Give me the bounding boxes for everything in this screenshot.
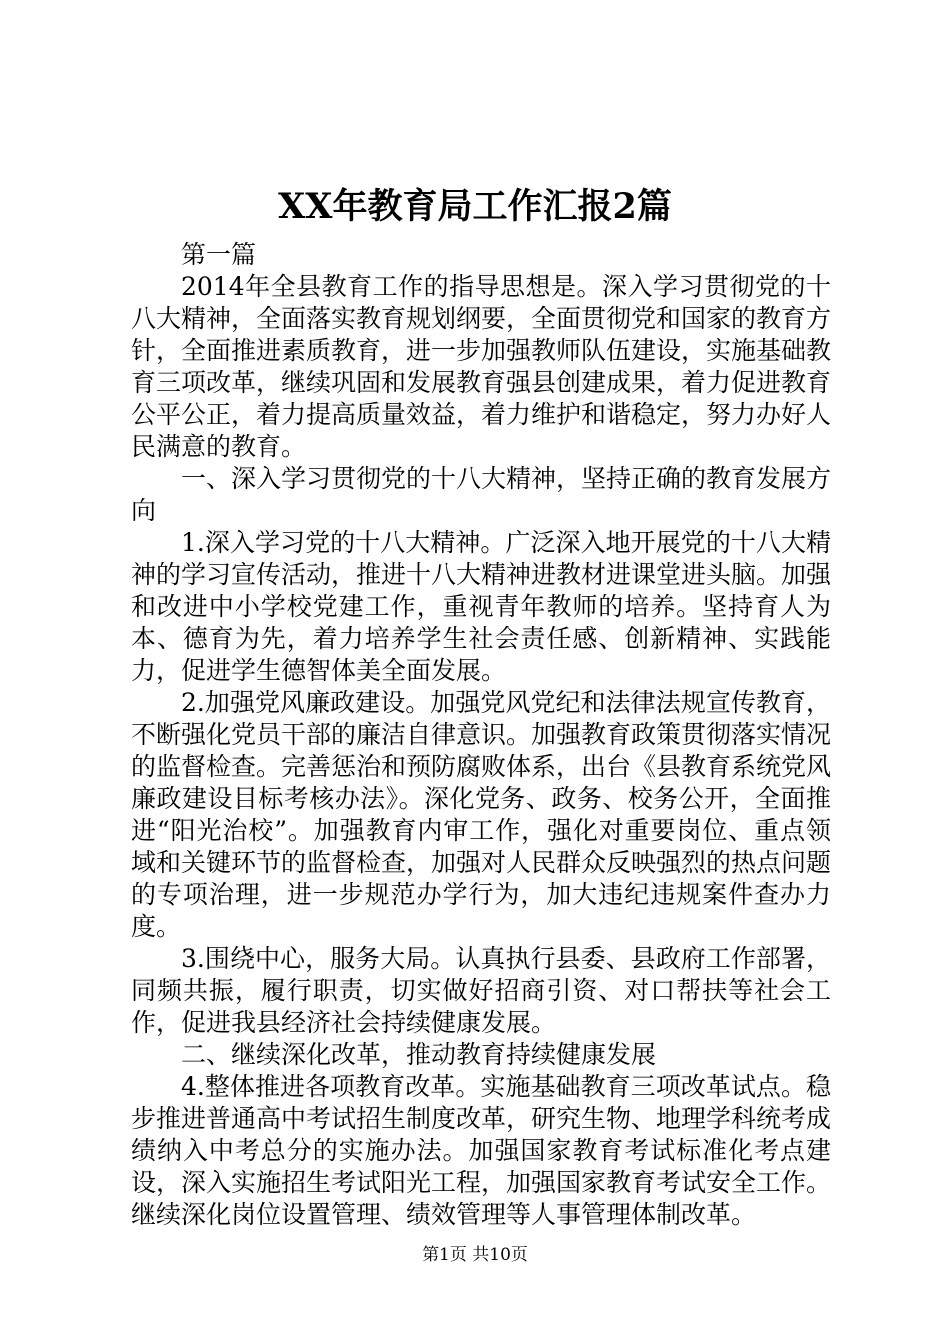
- document-body: [131, 239, 831, 1231]
- body-paragraph: 1.深入学习党的十八大精神。广泛深入地开展党的十八大精神的学习宣传活动，推进十八大精神进教材进课堂进头脑。加强和改进中小学校党建工作，重视青年教师的培养。坚持育人为本、德育为先，着力培养学生社会责任感、创新精神、实践能力，促进学生德智体美全面发展。: [131, 528, 832, 685]
- body-paragraph: 2014年全县教育工作的指导思想是。深入学习贯彻党的十八大精神，全面落实教育规划纲要，全面贯彻党和国家的教育方针，全面推进素质教育，进一步加强教师队伍建设，实施基础教育三项改革，继续巩固和发展教育强县创建成果，着力促进教育公平公正，着力提高质量效益，着力维护和谐稳定，努力办好人民满意的教育。: [131, 272, 832, 461]
- section-heading: 一、深入学习贯彻党的十八大精神，坚持正确的教育发展方向: [131, 464, 832, 525]
- document-title: XX年教育局工作汇报2篇: [278, 186, 672, 227]
- body-paragraph: 2.加强党风廉政建设。加强党风党纪和法律法规宣传教育，不断强化党员干部的廉洁自律意识。加强教育政策贯彻落实情况的监督检查。完善惩治和预防腐败体系，出台《县教育系统党风廉政建设目标考核办法》。深化党务、政务、校务公开，全面推进“阳光治校”。加强教育内审工作，强化对重要岗位、重点领域和关键环节的监督检查，加强对人民群众反映强烈的热点问题的专项治理，进一步规范办学行为，加大违纪违规案件查办力度。: [131, 688, 832, 941]
- body-paragraph: 3.围绕中心，服务大局。认真执行县委、县政府工作部署，同频共振，履行职责，切实做好招商引资、对口帮扶等社会工作，促进我县经济社会持续健康发展。: [131, 944, 831, 1037]
- page-footer: 第1页 共10页: [422, 1245, 528, 1265]
- section-label: 第一篇: [181, 240, 257, 269]
- section-heading: 二、继续深化改革，推动教育持续健康发展: [181, 1040, 657, 1069]
- body-paragraph: 4.整体推进各项教育改革。实施基础教育三项改革试点。稳步推进普通高中考试招生制度改革，研究生物、地理学科统考成绩纳入中考总分的实施办法。加强国家教育考试标准化考点建设，深入实施招生考试阳光工程，加强国家教育考试安全工作。继续深化岗位设置管理、绩效管理等人事管理体制改革。: [131, 1072, 832, 1229]
